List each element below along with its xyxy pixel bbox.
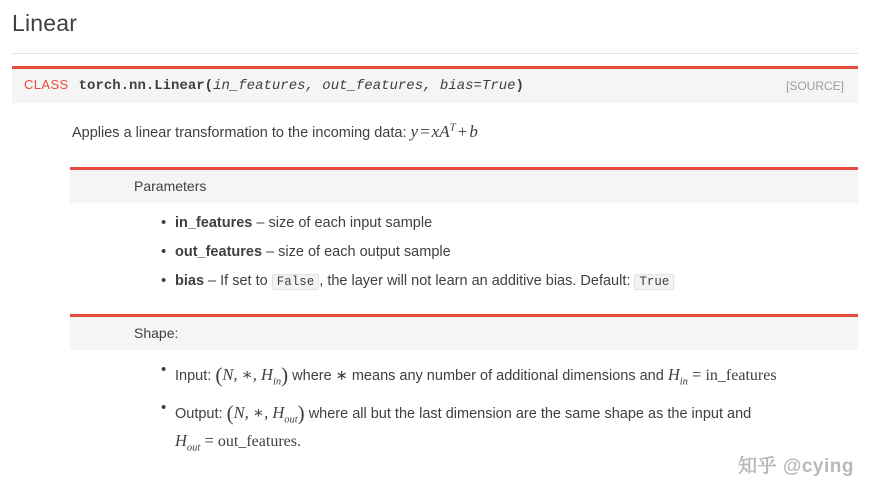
list-item (175, 271, 858, 292)
signature-open-paren: ( (204, 78, 214, 94)
shape-tail-name: out_features (217, 432, 297, 450)
param-name: out_features (175, 243, 263, 260)
page-title: Linear (12, 10, 78, 36)
list-item (175, 213, 858, 234)
shape-tuple-sub: in (272, 376, 282, 388)
source-link[interactable]: [SOURCE] (785, 79, 844, 93)
list-item (175, 242, 858, 263)
param-name: in_features (175, 214, 253, 231)
shape-math-tail (175, 430, 301, 453)
formula-transpose: T (449, 121, 456, 134)
shape-tail-h: H (667, 364, 680, 384)
watermark-text: 知乎 @cying (738, 456, 854, 477)
shape-section (70, 314, 858, 455)
shape-body (70, 350, 858, 455)
shape-tail-eq: = (204, 430, 214, 450)
param-desc-before: If set to (220, 272, 268, 289)
param-code-false: False (272, 274, 320, 290)
title-divider (12, 53, 858, 54)
shape-label-input: Input: (175, 367, 212, 384)
shape-text-after: where all but the last dimension are the same shape as the input and (308, 406, 752, 423)
shape-tail-sub: out (186, 441, 201, 453)
signature-module: torch.nn.Linear (78, 78, 205, 94)
formula-plus: + (457, 122, 468, 141)
parameters-list (70, 213, 858, 292)
shape-header: Shape: (70, 314, 858, 350)
shape-tail-period: . (296, 432, 301, 450)
formula-x: x (431, 122, 440, 141)
param-name: bias (175, 272, 205, 289)
shape-tuple-output: (N, ∗, $H_{out}$) (226, 401, 305, 426)
shape-tail-name: in_features (705, 366, 777, 384)
shape-text-after: where ∗ means any number of additional dimensions and (292, 367, 664, 384)
list-item (175, 398, 858, 455)
param-desc-mid: , the layer will not learn an additive bias. Default: (319, 272, 631, 289)
watermark (738, 451, 854, 478)
shape-tail-h: H (175, 430, 187, 450)
class-description (72, 119, 858, 145)
signature-text (79, 78, 524, 94)
formula-equals: = (420, 122, 430, 141)
param-dash: – (208, 272, 217, 289)
list-item (175, 360, 858, 390)
shape-tuple-sub: out (284, 414, 298, 426)
param-dash: – (266, 243, 275, 260)
shape-label-output: Output: (175, 406, 223, 423)
formula-b: b (469, 122, 478, 141)
shape-list (70, 360, 858, 455)
parameters-section (70, 167, 858, 292)
param-code-true: True (634, 274, 674, 290)
parameters-body (70, 203, 858, 292)
signature-params: in_features, out_features, bias=True (213, 78, 516, 94)
description-formula (411, 122, 478, 141)
shape-tail-eq: = (692, 364, 702, 384)
param-desc: size of each input sample (268, 214, 433, 231)
shape-tail-sub: in (679, 376, 688, 388)
shape-tuple-input: (N, ∗, $H_{in}$) (215, 362, 289, 388)
shape-math-tail (667, 364, 777, 388)
shape-tuple-inline: N, ∗, H (222, 364, 273, 384)
signature-close-paren: ) (515, 78, 524, 94)
param-dash: – (256, 214, 265, 231)
param-desc: size of each output sample (278, 243, 451, 260)
formula-y: y (410, 122, 419, 141)
formula-a: A (439, 122, 450, 141)
class-signature-block (12, 66, 858, 103)
class-badge: CLASS (24, 77, 69, 92)
parameters-header: Parameters (70, 167, 858, 203)
shape-tuple-inline: N, ∗, H (233, 403, 285, 423)
description-text: Applies a linear transformation to the incoming data: (72, 125, 407, 141)
